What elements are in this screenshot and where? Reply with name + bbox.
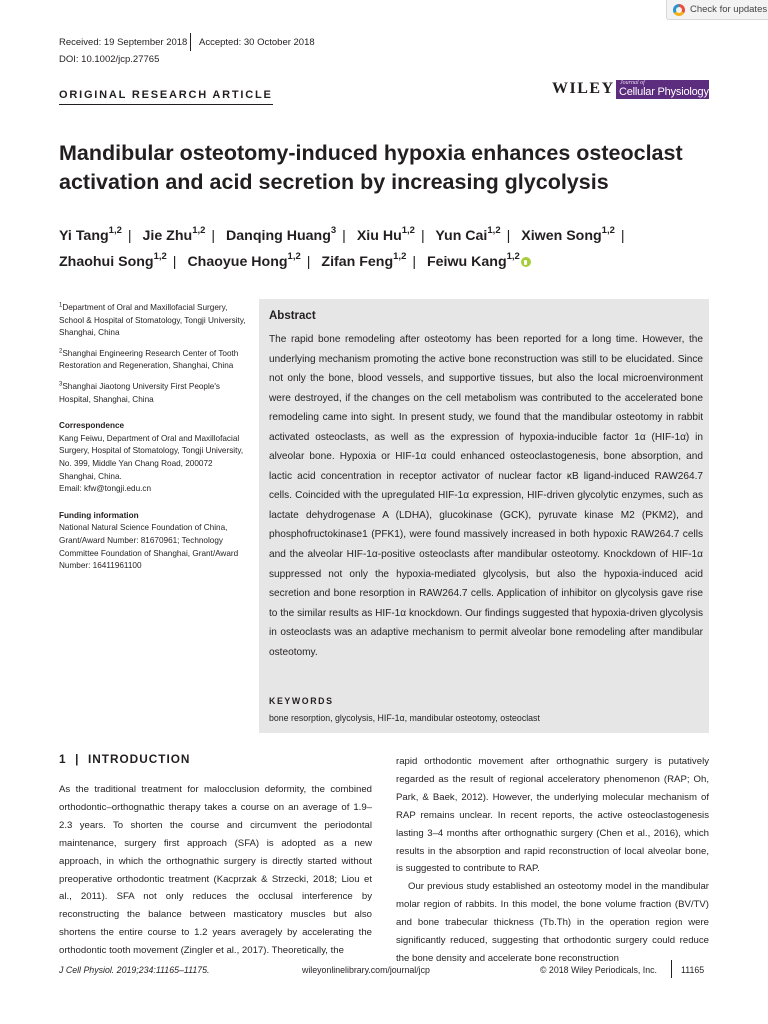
affiliation: $^1$Department of Oral and Maxillofacial Surgery, School & Hospital of Stomatology, Tongji University, Shanghai, China (59, 302, 246, 338)
doi[interactable]: DOI: 10.1002/jcp.27765 (59, 54, 160, 65)
paragraph: Our previous study established an osteotomy model in the mandibular molar region of rabbits. In this model, the bone volume fraction (BV/TV) and bone trabecular thickness (Tb.Th) in the operation region were significantly reduced, suggesting that orthodontic surgery could reduce the bone density and accelerate bone reconstruction (396, 881, 709, 964)
funding-text: National Natural Science Foundation of China, Grant/Award Number: 81670961; Technology Committee Foundation of Shanghai, Grant/Award Number: 16411961100 (59, 523, 239, 571)
received-date: Received: 19 September 2018 (59, 37, 188, 48)
author[interactable]: Xiu Hu$^{1,2}$ | (356, 225, 425, 244)
header-divider (190, 33, 191, 51)
footer-url[interactable]: wileyonlinelibrary.com/journal/jcp (302, 965, 430, 975)
orcid-icon[interactable] (521, 257, 531, 267)
accepted-date: Accepted: 30 October 2018 (199, 37, 315, 48)
funding (59, 510, 249, 573)
keywords: bone resorption, glycolysis, HIF-1α, mandibular osteotomy, osteoclast (269, 713, 540, 723)
author[interactable]: Xiwen Song$^{1,2}$ | (521, 225, 625, 244)
abstract-text: The rapid bone remodeling after osteotomy has been reported for a long time. However, the underlying mechanism promoting the active bone reconstruction was still to be elucidated. Since not only the bone, blood vessels, and supportive tissues, but also the local microenvironment were destroyed, if the changes on the cell metabolism was contributed to the accelerated bone remodeling came into sight. In present study, we found that the mandibular osteotomy in rabbit activated osteoclasts, as well as the expression of hypoxia-inducible factor 1α (HIF-1α) in alveolar bone. Hypoxia or HIF-1α could enhanced osteoclastogenesis, bone absorption, and lactic acid concentration in receptor activator of nuclear factor κB ligand-induced RAW264.7 cells. Coincided with the upregulated HIF-1α expression, HIF-driven glycolytic enzymes, such as lactate dehydrogenase A (LDHA), glucokinase (GCK), pyruvate kinase M2 (PKM2), and phosphofructokinase1 (PFK1), were found massively increased in both hypoxic RAW264.7 cells and the alveolar HIF-1α-positive osteoclasts after mandibular osteotomy. Knockdown of HIF-1α suppressed not only the hypoxia-mediated glycolysis, but also the hypoxia-induced acid secretion and bone resorption in RAW264.7 cells. Application of inhibitor on glycolysis gave rise to the similar results as HIF-1α knockdown. Our findings suggested that hypoxia-driven glycolysis in osteoclasts was an adaptive mechanism to permit alveolar bone remodeling after mandibular osteotomy. (269, 334, 703, 658)
section-heading: 1 | INTRODUCTION (59, 752, 191, 766)
crossmark-icon (673, 4, 685, 16)
article-type: ORIGINAL RESEARCH ARTICLE (59, 89, 273, 105)
correspondence-text: Kang Feiwu, Department of Oral and Maxillofacial Surgery, Hospital of Stomatology, Tongji University, No. 399, Middle Yan Chang Road, 200072 Shanghai, China. (59, 433, 244, 481)
check-for-updates-label: Check for updates (690, 4, 768, 15)
abstract-box (259, 299, 709, 733)
author[interactable]: Feiwu Kang$^{1,2}$ (427, 254, 531, 270)
journal-logo (616, 80, 709, 99)
article-info-column (59, 302, 249, 581)
footer-divider (671, 960, 672, 978)
affiliation: $^2$Shanghai Engineering Research Center of Tooth Restoration and Regeneration, Shanghai, China (59, 348, 239, 371)
footer-copyright: © 2018 Wiley Periodicals, Inc. (540, 965, 657, 975)
paragraph: rapid orthodontic movement after orthognathic surgery is putatively regarded as the result of regional acceleratory phenomenon (RAP; Oh, Park, & Baek, 2012). However, the underlying molecular mechanism of RAP remains unclear. In recent reports, the active osteoclastogenesis lasting 3–4 months after orthognathic surgery (Chen et al., 2016), which results in the absorption and rapid reconstruction of local alveolar bone, is suggested to contribute to RAP. (396, 756, 709, 875)
author[interactable]: Yun Cai$^{1,2}$ | (435, 225, 511, 244)
abstract-heading: Abstract (269, 310, 316, 322)
author-list (59, 223, 719, 275)
correspondence-label: Correspondence (59, 421, 125, 431)
author[interactable]: Zifan Feng$^{1,2}$ | (321, 251, 417, 270)
author[interactable]: Yi Tang$^{1,2}$ | (59, 225, 132, 244)
author[interactable]: Jie Zhu$^{1,2}$ | (142, 225, 216, 244)
paragraph: As the traditional treatment for malocclusion deformity, the combined orthodontic–orthognathic therapy takes a course on an average of 1.9–2.3 years. To shorten the course and circumvent the periodontal maintenance, surgery first approach (SFA) is adopted as a new approach, in which the orthognathic surgery is directly started without preoperative orthodontic treatment (Kacprzak & Strzecki, 2018; Liou et al., 2011). SFA not only reduces the occlusal interference by reconstructing the balance between masticatory muscles but also shortens the entire course to 1.2 years averagely by accelerating the orthodontic tooth movement (Zingler et al., 2017). Theoretically, the (59, 784, 372, 957)
check-for-updates-button[interactable] (666, 0, 768, 20)
correspondence (59, 420, 249, 496)
keywords-heading: KEYWORDS (269, 696, 334, 706)
affiliation: $^3$Shanghai Jiaotong University First People's Hospital, Shanghai, China (59, 381, 221, 404)
body-column-left (59, 781, 372, 960)
footer-citation: J Cell Physiol. 2019;234:11165–11175. (59, 965, 210, 975)
author[interactable]: Zhaohui Song$^{1,2}$ | (59, 251, 177, 270)
page-number: 11165 (681, 965, 705, 975)
body-column-right (396, 753, 709, 968)
journal-logo-title: Cellular Physiology (619, 86, 709, 98)
author[interactable]: Danqing Huang$^3$ | (226, 225, 346, 244)
author[interactable]: Chaoyue Hong$^{1,2}$ | (187, 251, 311, 270)
publisher-logo: WILEY (552, 80, 615, 97)
journal-logo-small: Journal of (620, 80, 645, 86)
article-title: Mandibular osteotomy-induced hypoxia enhances osteoclast activation and acid secretion by increasing glycolysis (59, 141, 683, 194)
correspondence-email[interactable]: Email: kfw@tongji.edu.cn (59, 484, 152, 494)
funding-label: Funding information (59, 510, 139, 520)
